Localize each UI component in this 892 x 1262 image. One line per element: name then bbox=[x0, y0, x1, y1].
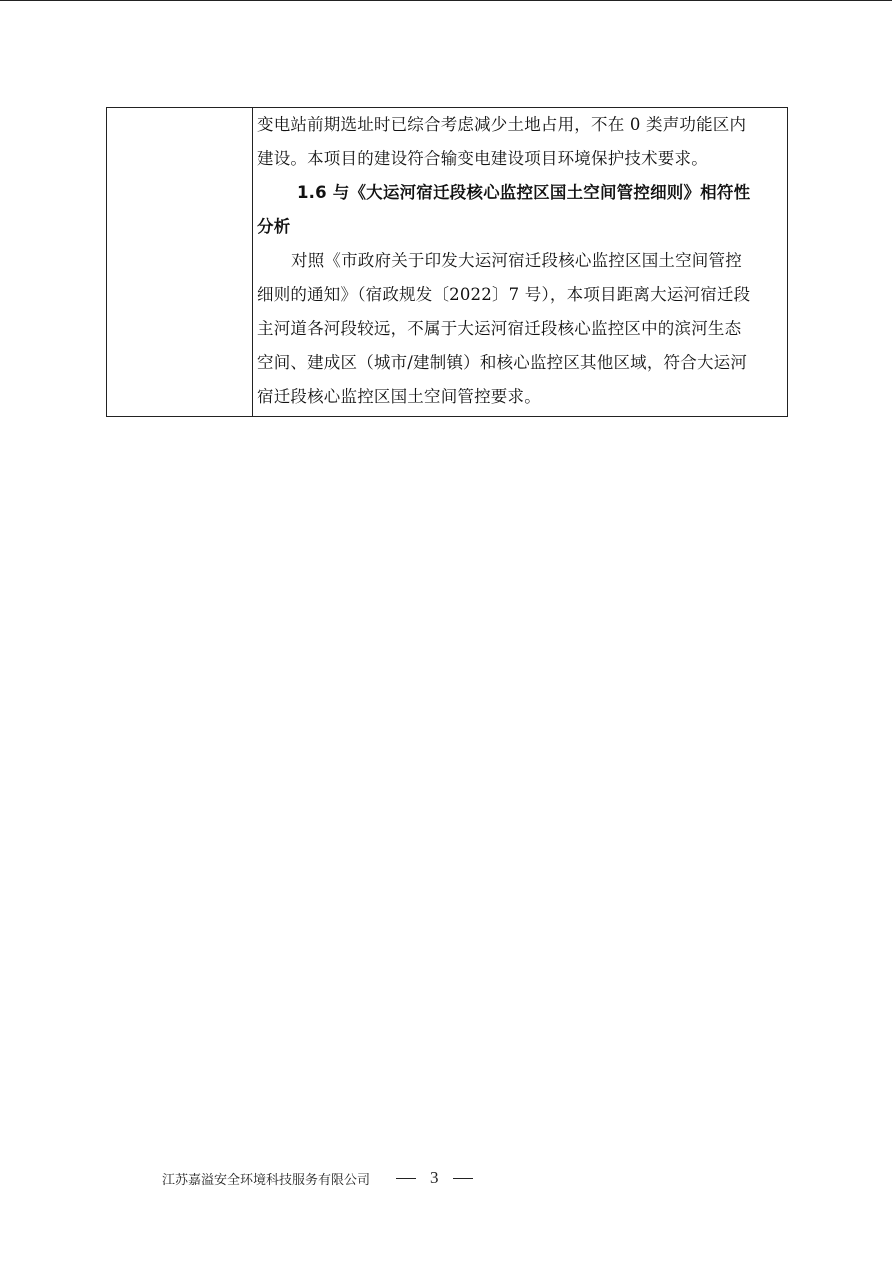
section-heading-continued: 分析 bbox=[257, 217, 291, 236]
page-number: 3 bbox=[430, 1168, 439, 1187]
paragraph-line: 空间、建成区（城市/建制镇）和核心监控区其他区域，符合大运河 bbox=[257, 353, 748, 372]
section-heading: 1.6 与《大运河宿迁段核心监控区国土空间管控细则》相符性 bbox=[297, 183, 751, 202]
footer-company-name: 江苏嘉溢安全环境科技服务有限公司 bbox=[162, 1172, 371, 1188]
table-left-cell bbox=[107, 108, 253, 416]
paragraph-line: 宿迁段核心监控区国土空间管控要求。 bbox=[257, 387, 541, 406]
table-right-cell bbox=[253, 108, 787, 416]
text-line: 建设。本项目的建设符合输变电建设项目环境保护技术要求。 bbox=[257, 149, 708, 168]
paragraph-line: 细则的通知》（宿政规发〔2022〕7 号），本项目距离大运河宿迁段 bbox=[257, 285, 751, 304]
dash-left bbox=[396, 1178, 416, 1179]
page-number-block bbox=[396, 1168, 473, 1188]
content-table bbox=[106, 107, 788, 417]
page-footer bbox=[162, 1164, 473, 1192]
top-border-line bbox=[0, 0, 892, 1]
text-line: 变电站前期选址时已综合考虑减少土地占用，不在 0 类声功能区内 bbox=[257, 115, 747, 134]
paragraph-line: 对照《市政府关于印发大运河宿迁段核心监控区国土空间管控 bbox=[291, 251, 742, 270]
dash-right bbox=[453, 1178, 473, 1179]
paragraph-line: 主河道各河段较远，不属于大运河宿迁段核心监控区中的滨河生态 bbox=[257, 319, 742, 338]
